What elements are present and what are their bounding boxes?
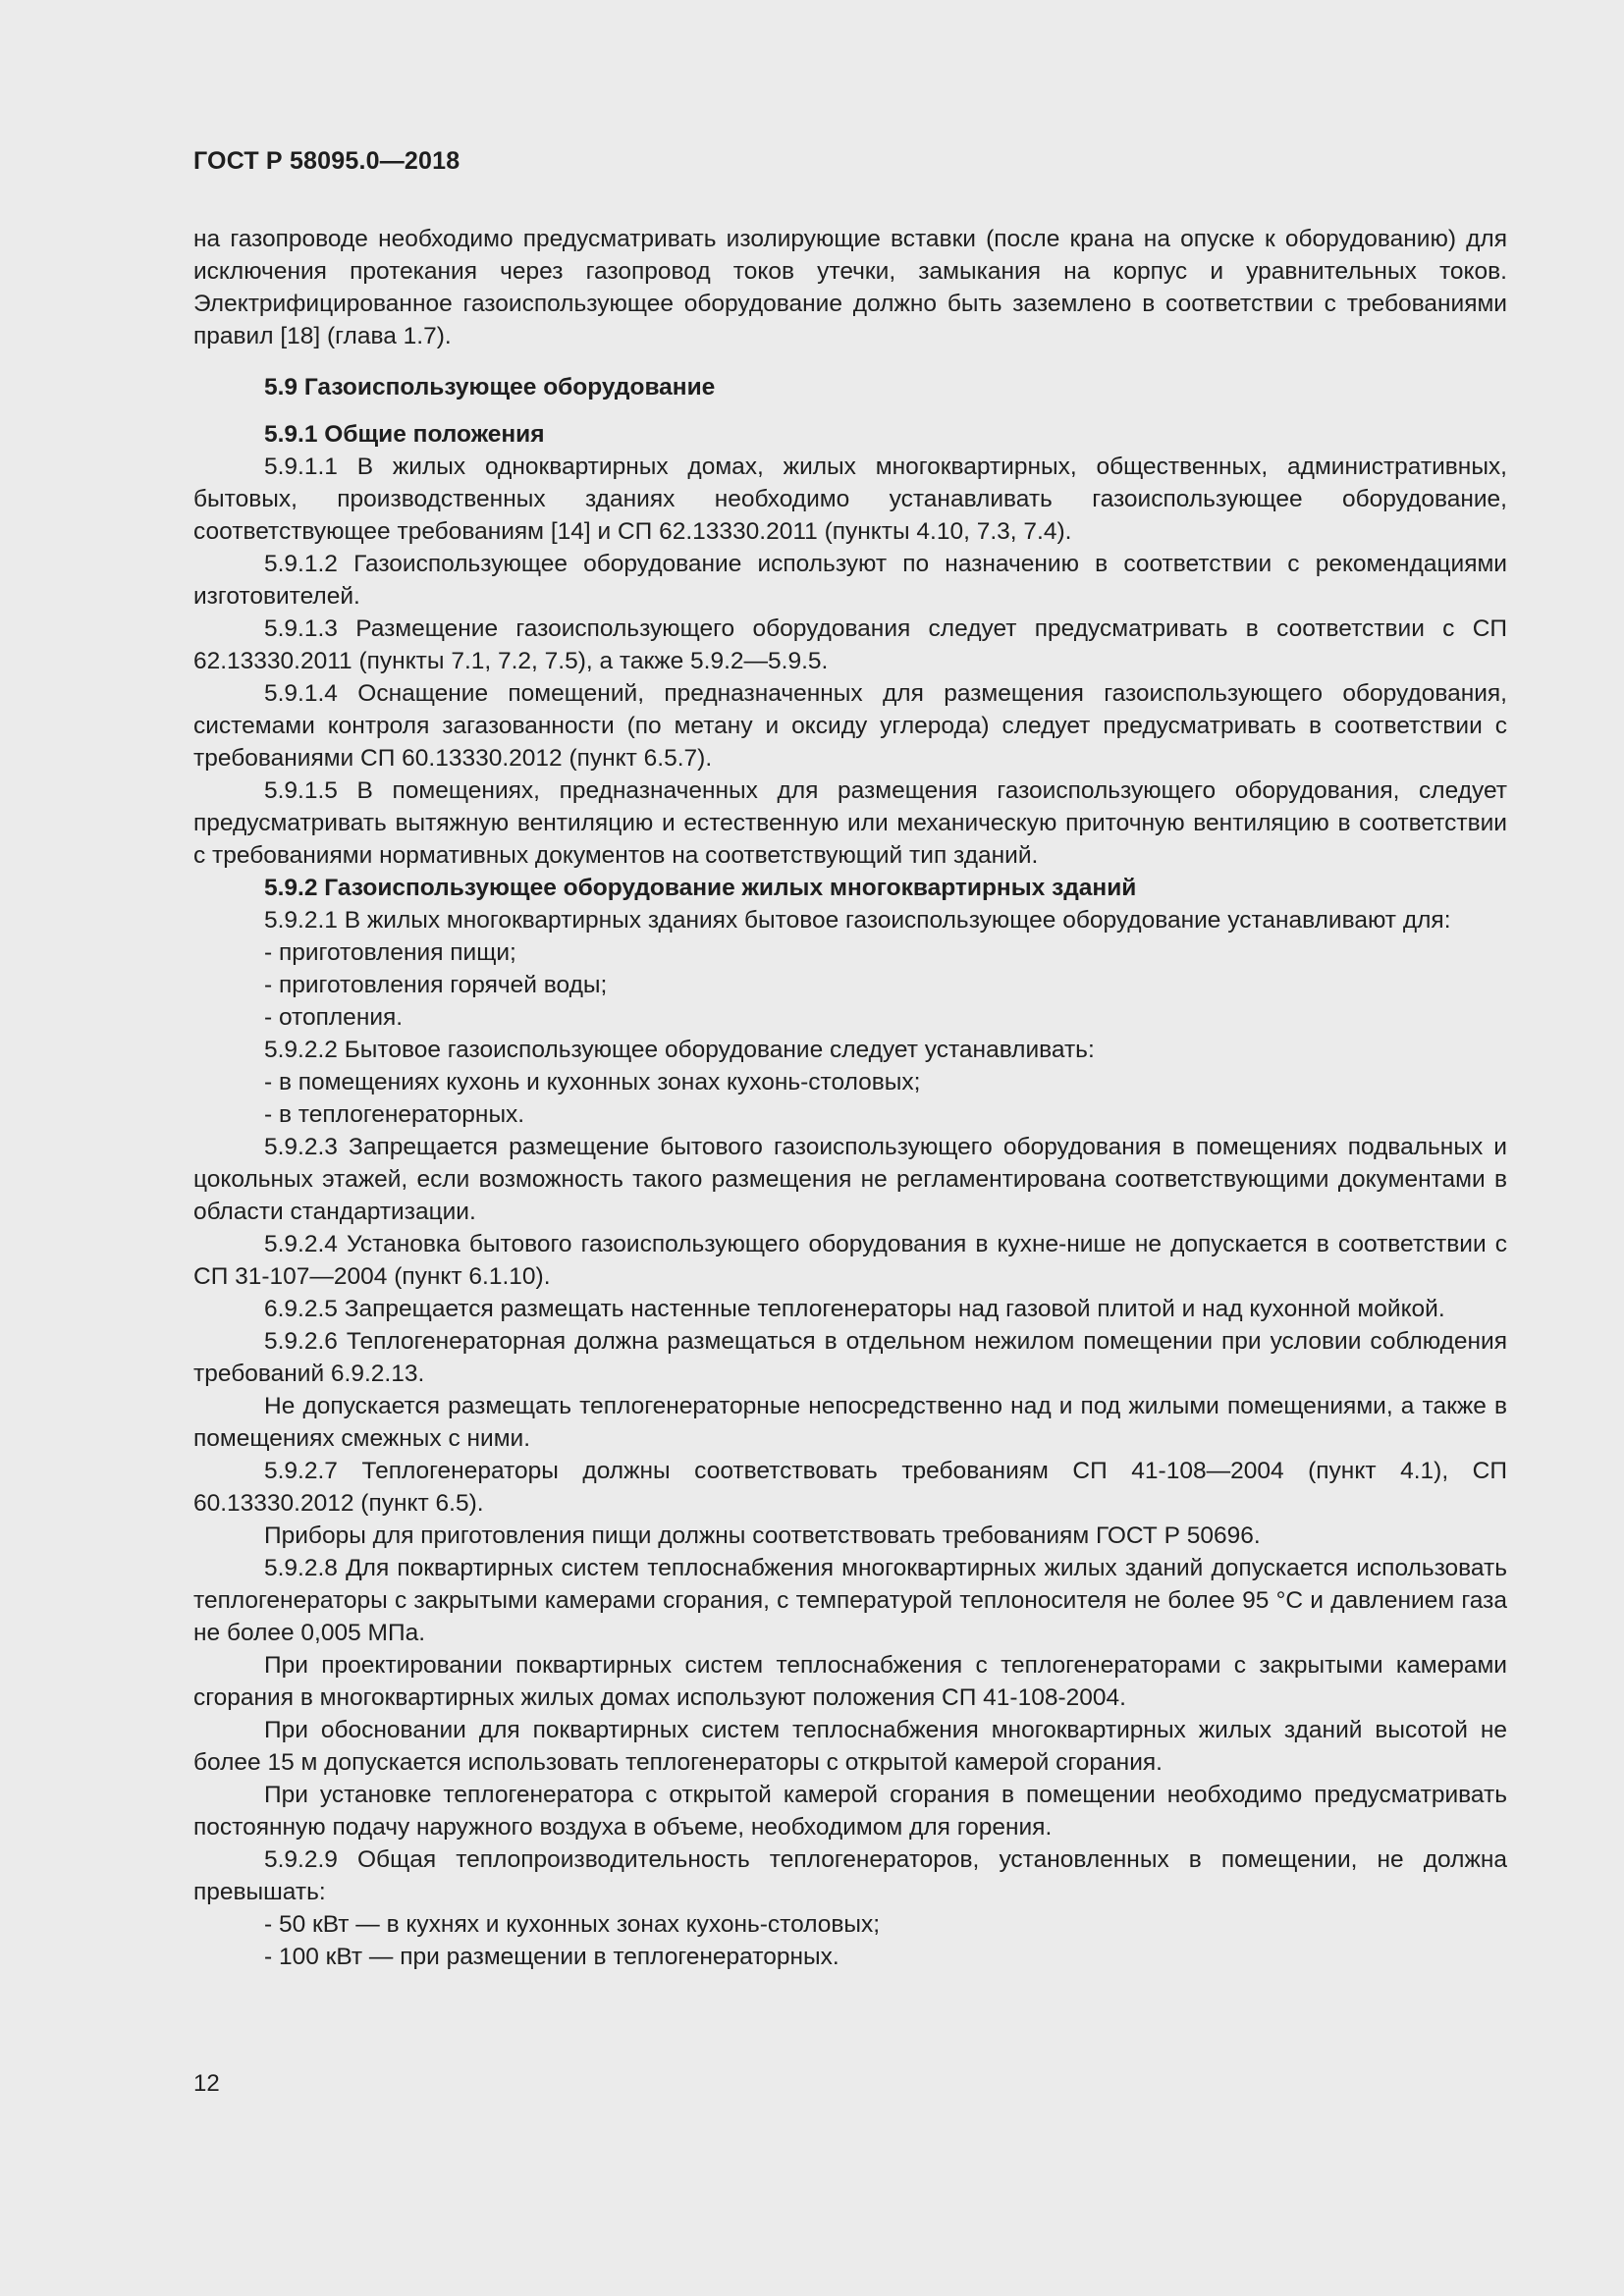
paragraph-5-9-1-1: 5.9.1.1 В жилых одноквартирных домах, жилых многоквартирных, общественных, административных, бытовых, производственных зданиях необходимо устанавливать газоиспользующее оборудование, соответствующее требованиям [14] и СП 62.13330.2011 (пункты 4.10, 7.3, 7.4). <box>193 454 1507 545</box>
paragraph-5-9-2-3: 5.9.2.3 Запрещается размещение бытового газоиспользующего оборудования в помещениях подвальных и цокольных этажей, если возможность такого размещения не регламентирована соответствующими документами в области стандартизации. <box>193 1134 1507 1225</box>
paragraph-5-9-2-6: 5.9.2.6 Теплогенераторная должна размещаться в отдельном нежилом помещении при условии соблюдения требований 6.9.2.13. <box>193 1328 1507 1387</box>
section-heading-5-9: 5.9 Газоиспользующее оборудование <box>264 374 716 400</box>
list-item: - отопления. <box>264 1004 404 1031</box>
list-item: - в помещениях кухонь и кухонных зонах кухонь-столовых; <box>264 1069 921 1095</box>
paragraph-5-9-2-1: 5.9.2.1 В жилых многоквартирных зданиях бытовое газоиспользующее оборудование устанавливают для: <box>264 907 1451 934</box>
paragraph-5-9-2-8: 5.9.2.8 Для поквартирных систем теплоснабжения многоквартирных жилых зданий допускается использовать теплогенераторы с закрытыми камерами сгорания, с температурой теплоносителя не более 95 °С и давлением газа не более 0,005 МПа. <box>193 1555 1507 1646</box>
document-body <box>193 223 1507 1973</box>
document-header: ГОСТ Р 58095.0—2018 <box>193 147 460 175</box>
subsection-heading-5-9-2: 5.9.2 Газоиспользующее оборудование жилых многоквартирных зданий <box>264 875 1137 901</box>
page-number: 12 <box>193 2070 220 2097</box>
list-item: - 50 кВт — в кухнях и кухонных зонах кухонь-столовых; <box>264 1911 881 1938</box>
list-item: - приготовления горячей воды; <box>264 972 608 998</box>
paragraph-5-9-2-2: 5.9.2.2 Бытовое газоиспользующее оборудование следует устанавливать: <box>264 1037 1095 1063</box>
list-item: - в теплогенераторных. <box>264 1101 525 1128</box>
paragraph-5-9-2-9: 5.9.2.9 Общая теплопроизводительность теплогенераторов, установленных в помещении, не должна превышать: <box>193 1846 1507 1905</box>
paragraph: При обосновании для поквартирных систем теплоснабжения многоквартирных жилых зданий высотой не более 15 м допускается использовать теплогенераторы с открытой камерой сгорания. <box>193 1717 1507 1776</box>
list-item: - приготовления пищи; <box>264 939 516 966</box>
subsection-heading-5-9-1: 5.9.1 Общие положения <box>264 421 545 448</box>
paragraph: При проектировании поквартирных систем теплоснабжения с теплогенераторами с закрытыми камерами сгорания в многоквартирных жилых домах используют положения СП 41-108-2004. <box>193 1652 1507 1711</box>
paragraph-5-9-1-4: 5.9.1.4 Оснащение помещений, предназначенных для размещения газоиспользующего оборудования, системами контроля загазованности (по метану и оксиду углерода) следует предусматривать в соответствии с требованиями СП 60.13330.2012 (пункт 6.5.7). <box>193 680 1507 772</box>
paragraph-5-9-2-7: 5.9.2.7 Теплогенераторы должны соответствовать требованиям СП 41-108—2004 (пункт 4.1), СП 60.13330.2012 (пункт 6.5). <box>193 1458 1507 1517</box>
paragraph-5-9-1-3: 5.9.1.3 Размещение газоиспользующего оборудования следует предусматривать в соответствии с СП 62.13330.2011 (пункты 7.1, 7.2, 7.5), а также 5.9.2—5.9.5. <box>193 615 1507 674</box>
paragraph-6-9-2-5: 6.9.2.5 Запрещается размещать настенные теплогенераторы над газовой плитой и над кухонной мойкой. <box>264 1296 1445 1322</box>
paragraph-5-9-1-2: 5.9.1.2 Газоиспользующее оборудование используют по назначению в соответствии с рекомендациями изготовителей. <box>193 551 1507 610</box>
paragraph-5-9-1-5: 5.9.1.5 В помещениях, предназначенных для размещения газоиспользующего оборудования, следует предусматривать вытяжную вентиляцию и естественную или механическую приточную вентиляцию в соответствии с требованиями нормативных документов на соответствующий тип зданий. <box>193 777 1507 869</box>
paragraph: Приборы для приготовления пищи должны соответствовать требованиям ГОСТ Р 50696. <box>264 1522 1261 1549</box>
paragraph: При установке теплогенератора с открытой камерой сгорания в помещении необходимо предусматривать постоянную подачу наружного воздуха в объеме, необходимом для горения. <box>193 1782 1507 1841</box>
paragraph-intro: на газопроводе необходимо предусматривать изолирующие вставки (после крана на опуске к оборудованию) для исключения протекания через газопровод токов утечки, замыкания на корпус и уравнительных токов. Электрифицированное газоиспользующее оборудование должно быть заземлено в соответствии с требованиями правил [18] (глава 1.7). <box>193 226 1507 349</box>
list-item: - 100 кВт — при размещении в теплогенераторных. <box>264 1944 839 1970</box>
paragraph: Не допускается размещать теплогенераторные непосредственно над и под жилыми помещениями, а также в помещениях смежных с ними. <box>193 1393 1507 1452</box>
paragraph-5-9-2-4: 5.9.2.4 Установка бытового газоиспользующего оборудования в кухне-нише не допускается в соответствии с СП 31-107—2004 (пункт 6.1.10). <box>193 1231 1507 1290</box>
